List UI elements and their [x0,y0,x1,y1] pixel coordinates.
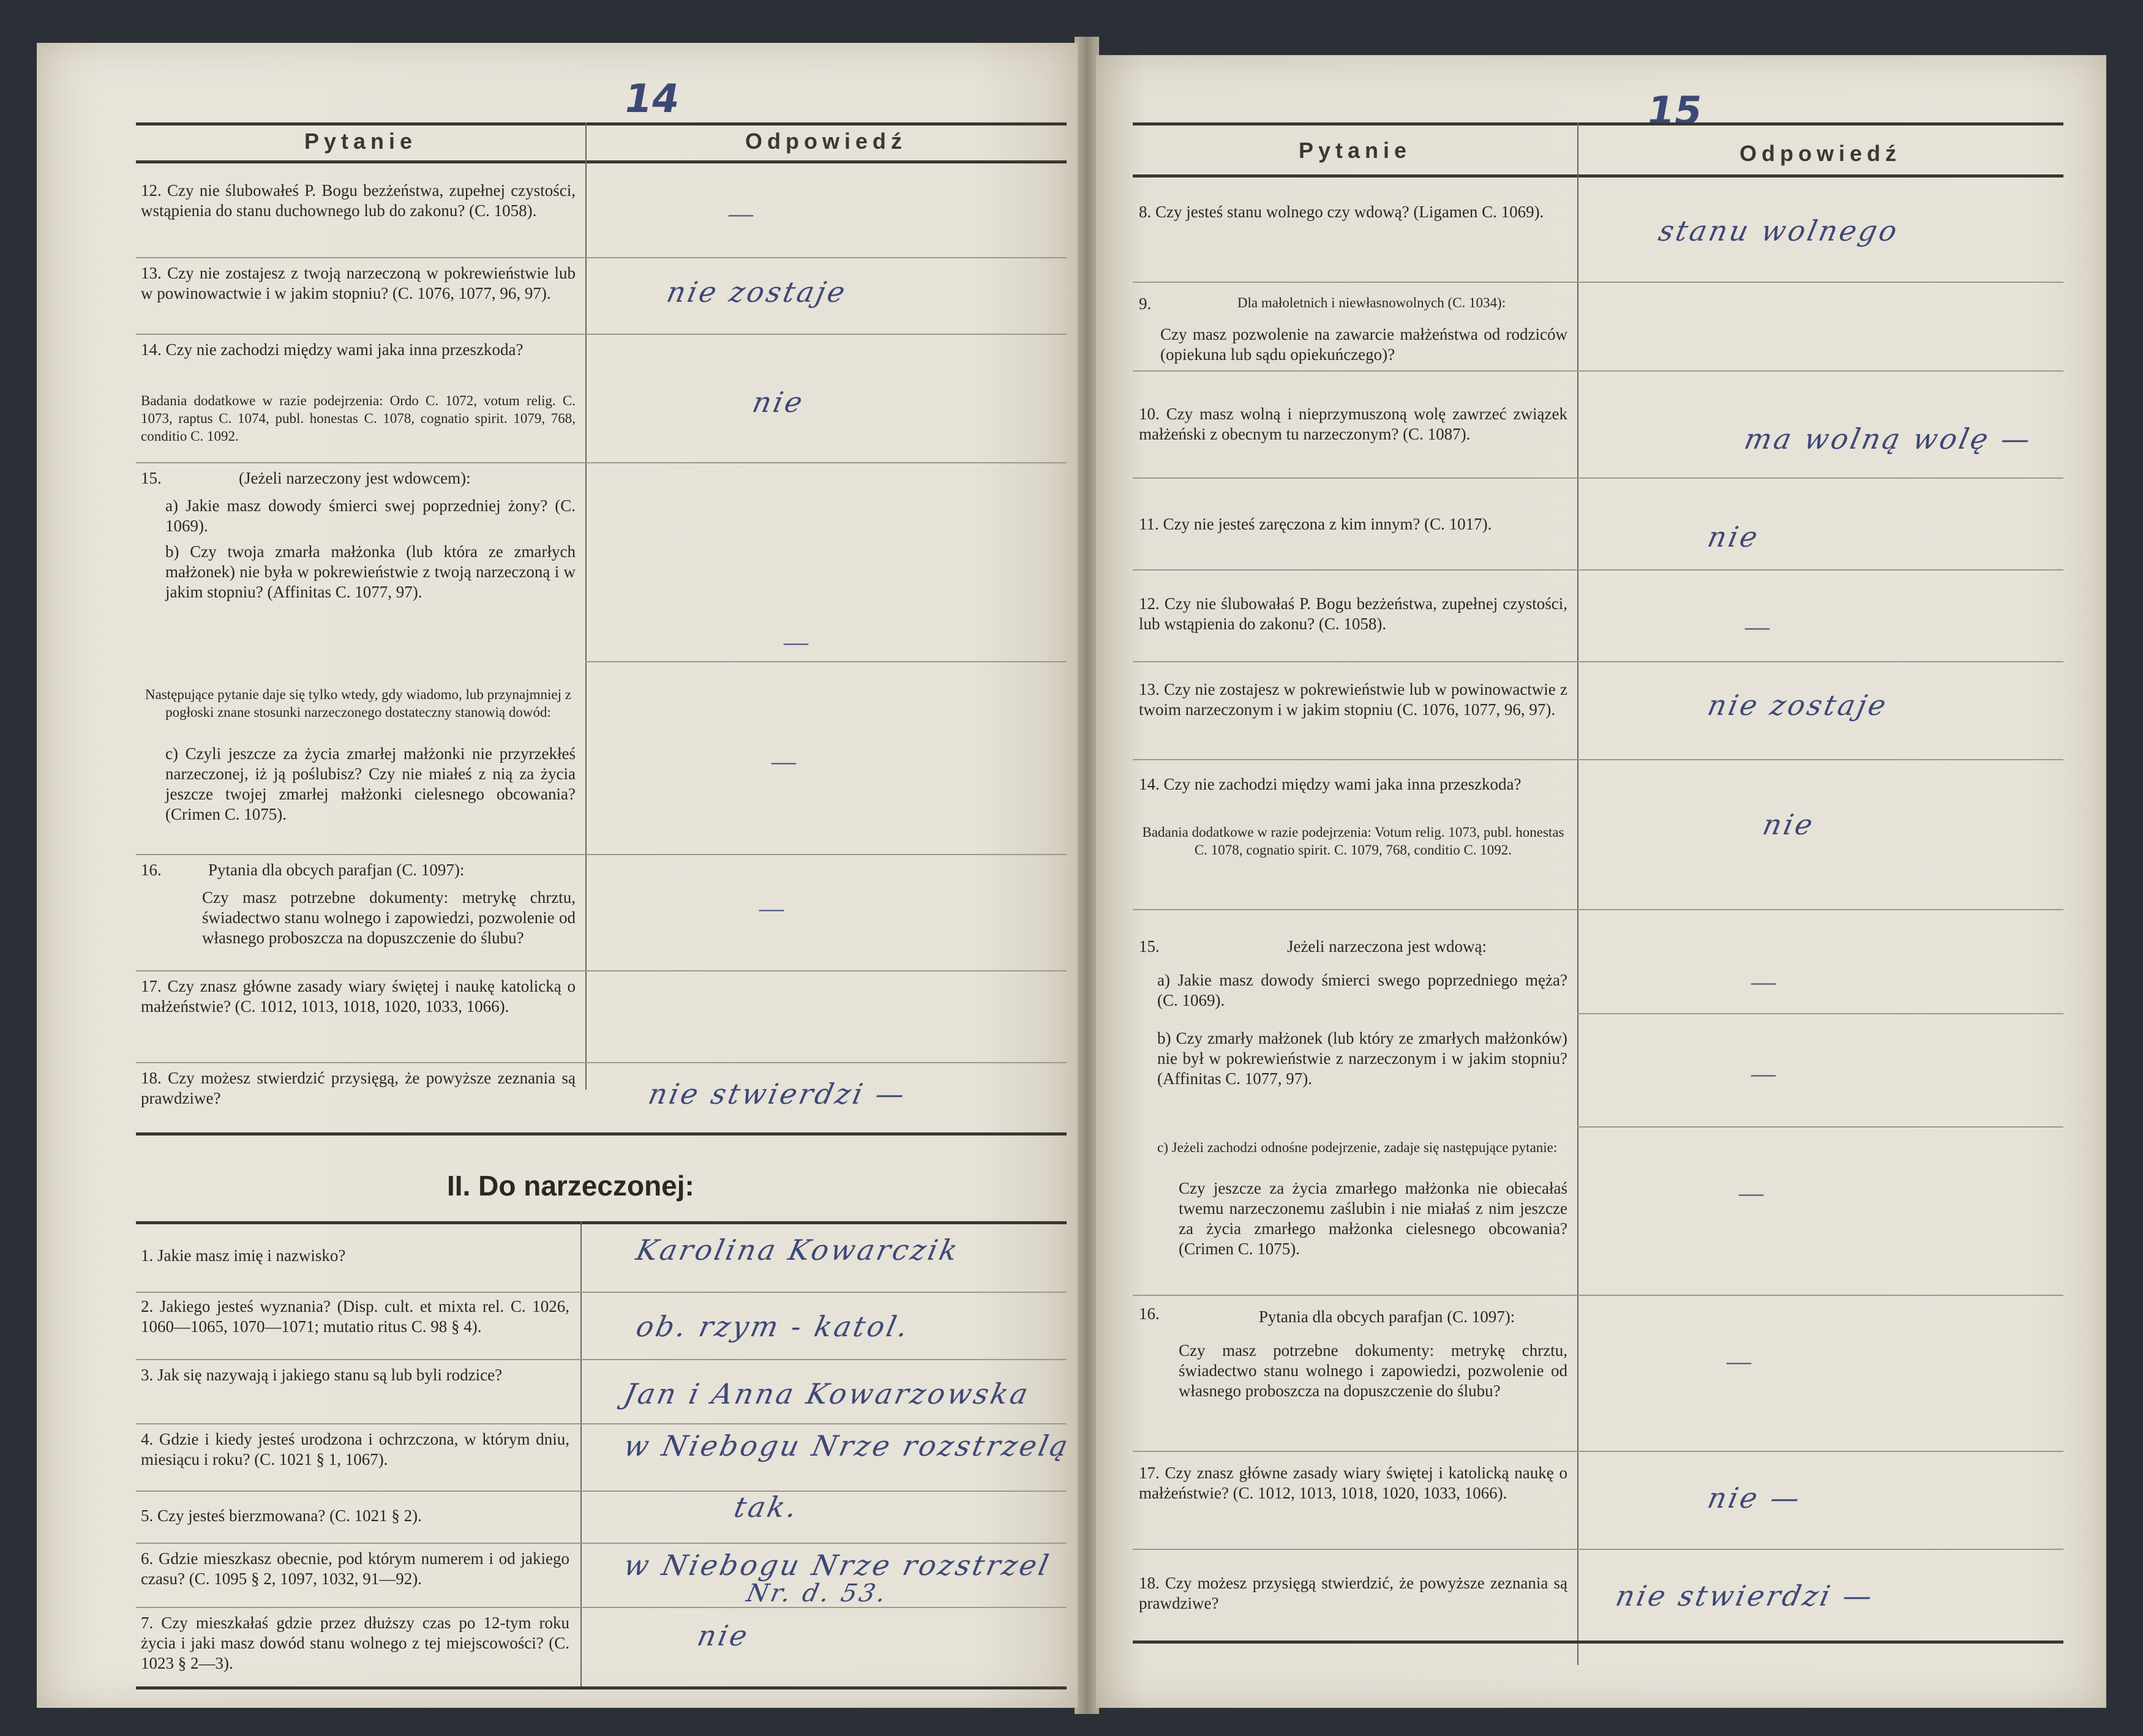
column-divider [1577,122,1578,1665]
answer-15c: — [1739,1179,1763,1207]
question-15c: Czy jeszcze za życia zmarłego małżonka nie obiecałaś twemu narzeczonemu zaślubin i nie miałaś z nim jeszcze za życia zmarłego małżonka cielesnego obcowania? (Crimen C. 1075). [1179,1179,1567,1258]
row-divider [136,1491,1067,1492]
bride-answer-5: tak. [731,1491,803,1524]
question-16: Czy masz potrzebne dokumenty: metrykę chrztu, świadectwo stanu wolnego i zapowiedzi, pozwolenie od własnego proboszcza na dopuszczenie do ślubu? [202,888,576,947]
row-divider [136,1543,1067,1544]
row-divider [1577,1126,2063,1128]
question-13: 13. Czy nie zostajesz w pokrewieństwie lub w powinowactwie z twoim narzeczonym i w jakim stopniu (C. 1076, 1077, 96, 97). [1139,680,1567,719]
row-divider [136,334,1067,335]
answer-17: nie — [1705,1481,1805,1514]
column-divider [585,122,587,1090]
question-17: 17. Czy znasz główne zasady wiary świętej i naukę katolicką o małżeństwie? (C. 1012, 1013, 1018, 1020, 1033, 1066). [141,977,576,1016]
question-12: 12. Czy nie ślubowałaś P. Bogu bezżeństwa, zupełnej czystości, lub wstąpienia do zakonu? (C. 1058). [1139,594,1567,633]
row-divider [585,661,1067,662]
row-divider [1133,1295,2063,1296]
bride-question-7: 7. Czy mieszkałaś gdzie przez dłuższy czas po 12-tym roku życia i jaki masz dowód stanu wolnego z tej miejscowości? (C. 1023 § 2—3). [141,1614,569,1672]
answer-16: — [1727,1347,1751,1375]
column-header-question: Pytanie [1298,138,1412,163]
bride-question-2: 2. Jakiego jesteś wyznania? (Disp. cult. et mixta rel. C. 1026, 1060—1065, 1070—1071; mutatio ritus C. 98 § 4). [141,1297,569,1336]
bride-question-5: 5. Czy jesteś bierzmowana? (C. 1021 § 2). [141,1506,422,1525]
section-title-bride: II. Do narzeczonej: [447,1170,694,1202]
question-9-heading: Dla małoletnich i niewłasnowolnych (C. 1034): [1237,295,1506,310]
column-header-answer: Odpowiedź [745,129,907,154]
answer-15b: — [784,628,808,656]
question-16-heading: Pytania dla obcych parafjan (C. 1097): [1258,1308,1515,1326]
question-8: 8. Czy jesteś stanu wolnego czy wdową? (Ligamen C. 1069). [1139,203,1544,221]
answer-15a: — [1751,968,1776,995]
row-divider [136,257,1067,258]
bride-answer-6-number: Nr. d. 53. [744,1579,891,1607]
question-15c: c) Czyli jeszcze za życia zmarłej małżonki nie przyrzekłeś narzeczonej, iż ją poślubisz? Czy nie miałeś z nią za życia jeszcze twojej zmarłej małżonki cielesnego obcowania? (Crimen C. 1075). [165,744,576,823]
right-page [1096,55,2106,1708]
row-divider [1133,661,2063,662]
question-15-note: Następujące pytanie daje się tylko wtedy, gdy wiadomo, lub przynajmniej z pogłoski znane stosunki narzeczonego dostateczny stanowią dowód: [145,687,571,720]
question-14: 14. Czy nie zachodzi między wami jaka inna przeszkoda? [1139,775,1522,793]
bride-answer-6: w Niebogu Nrze rozstrzel [621,1549,1054,1582]
table-header-rule [1133,174,2063,178]
row-divider [1133,1549,2063,1550]
row-divider [136,854,1067,855]
question-15-heading: Jeżeli narzeczona jest wdową: [1286,937,1487,956]
row-divider [136,1359,1067,1360]
column-header-answer: Odpowiedź [1740,141,1901,166]
question-9-num: 9. [1139,294,1152,313]
answer-12: — [729,200,753,227]
bride-answer-3: Jan i Anna Kowarzowska [621,1377,1034,1410]
row-divider [136,1423,1067,1424]
row-divider [136,1062,1067,1063]
answer-8: stanu wolnego [1656,214,1902,247]
answer-10: ma wolną wolę — [1741,422,2036,455]
answer-14: nie [1760,808,1818,841]
question-9: Czy masz pozwolenie na zawarcie małżeństwa od rodziców (opiekuna lub sądu opiekuńczego)? [1160,325,1567,364]
row-divider [136,462,1067,463]
question-14-note: Badania dodatkowe w razie podejrzenia: Ordo C. 1072, votum relig. C. 1073, raptus C. 1074, publ. honestas C. 1078, cognatio spirit. 1079, 768, conditio C. 1092. [141,393,576,444]
answer-13: nie zostaje [1705,689,1891,722]
question-15-heading: (Jeżeli narzeczony jest wdowcem): [239,469,471,487]
answer-15b: — [1751,1060,1776,1087]
table-top-rule [136,122,1067,125]
question-16-num: 16. [141,861,162,879]
question-16-heading: Pytania dla obcych parafjan (C. 1097): [208,861,465,879]
bride-question-1: 1. Jakie masz imię i nazwisko? [141,1246,346,1265]
question-18: 18. Czy możesz stwierdzić przysięgą, że powyższe zeznania są prawdziwe? [141,1069,576,1107]
row-divider [1133,909,2063,910]
answer-15c: — [771,747,796,775]
bride-question-4: 4. Gdzie i kiedy jesteś urodzona i ochrzczona, w którym dniu, miesiącu i roku? (C. 1021 § 1, 1067). [141,1430,569,1468]
bride-answer-1: Karolina Kowarczik [633,1233,963,1266]
table-bottom-rule [1133,1641,2063,1644]
question-14: 14. Czy nie zachodzi między wami jaka inna przeszkoda? [141,340,524,359]
question-15a: a) Jakie masz dowody śmierci swej poprzedniej żony? (C. 1069). [165,496,576,535]
question-15-num: 15. [141,469,162,487]
answer-13: nie zostaje [664,275,850,309]
answer-11: nie [1705,520,1763,553]
answer-16: — [759,894,784,922]
question-16-num: 16. [1139,1304,1160,1323]
question-17: 17. Czy znasz główne zasady wiary świętej i katolicką naukę o małżeństwie? (C. 1012, 1013, 1018, 1020, 1033, 1066). [1139,1464,1567,1502]
page-number-right: 15 [1643,89,1706,134]
column-divider-2 [580,1221,582,1686]
answer-18: nie stwierdzi — [1613,1579,1878,1612]
table2-bottom-rule [136,1686,1067,1689]
row-divider [136,970,1067,971]
row-divider [1577,1013,2063,1014]
question-16: Czy masz potrzebne dokumenty: metrykę chrztu, świadectwo stanu wolnego i zapowiedzi, pozwolenie od własnego proboszcza na dopuszczenie do ślubu? [1179,1341,1567,1400]
bride-answer-4: w Niebogu Nrze rozstrzelą [621,1429,1073,1462]
column-header-question: Pytanie [304,129,418,154]
question-15-num: 15. [1139,937,1160,956]
page-number-left: 14 [620,77,683,122]
question-15c-intro: c) Jeżeli zachodzi odnośne podejrzenie, zadaje się następujące pytanie: [1157,1140,1558,1155]
bride-question-6: 6. Gdzie mieszkasz obecnie, pod którym numerem i od jakiego czasu? (C. 1095 § 2, 1097, 1032, 91—92). [141,1549,569,1588]
book-spine [1075,37,1099,1714]
question-18: 18. Czy możesz przysięgą stwierdzić, że powyższe zeznania są prawdziwe? [1139,1574,1567,1612]
row-divider [1133,759,2063,760]
question-15b: b) Czy twoja zmarła małżonka (lub która ze zmarłych małżonek) nie była w pokrewieństwie z twoją narzeczoną i w jakim stopniu? (Affinitas C. 1077, 97). [165,542,576,601]
table2-top-rule [136,1221,1067,1224]
table-header-rule [136,160,1067,163]
bride-question-3: 3. Jak się nazywają i jakiego stanu są lub byli rodzice? [141,1366,503,1384]
question-10: 10. Czy masz wolną i nieprzymuszoną wolę zawrzeć związek małżeński z obecnym tu narzeczonym? (C. 1087). [1139,405,1567,443]
question-15b: b) Czy zmarły małżonek (lub który ze zmarłych małżonków) nie był w pokrewieństwie z narzeczonym i w jakim stopniu? (Affinitas C. 1077, 97). [1157,1029,1567,1088]
row-divider [136,1607,1067,1608]
question-11: 11. Czy nie jesteś zaręczona z kim innym? (C. 1017). [1139,515,1492,533]
row-divider [136,1292,1067,1293]
row-divider [1133,1451,2063,1452]
table-top-rule [1133,122,2063,125]
answer-18: nie stwierdzi — [645,1077,910,1110]
question-12: 12. Czy nie ślubowałeś P. Bogu bezżeństwa, zupełnej czystości, wstąpienia do stanu duchownego lub do zakonu? (C. 1058). [141,181,576,220]
row-divider [1133,569,2063,571]
answer-14: nie [749,386,808,419]
question-13: 13. Czy nie zostajesz z twoją narzeczoną w pokrewieństwie lub w powinowactwie i w jakim stopniu? (C. 1076, 1077, 96, 97). [141,264,576,302]
question-15a: a) Jakie masz dowody śmierci swego poprzedniego męża? (C. 1069). [1157,971,1567,1009]
table-bottom-rule [136,1132,1067,1136]
row-divider [1133,370,2063,372]
left-page [37,43,1078,1708]
bride-answer-7: nie [694,1619,753,1652]
question-14-note: Badania dodatkowe w razie podejrzenia: Votum relig. 1073, publ. honestas C. 1078, cognatio spirit. C. 1079, 768, conditio C. 1092. [1142,825,1564,858]
row-divider [1133,282,2063,283]
bride-answer-2: ob. rzym - katol. [633,1310,914,1343]
answer-12: — [1745,613,1770,640]
row-divider [1133,477,2063,479]
